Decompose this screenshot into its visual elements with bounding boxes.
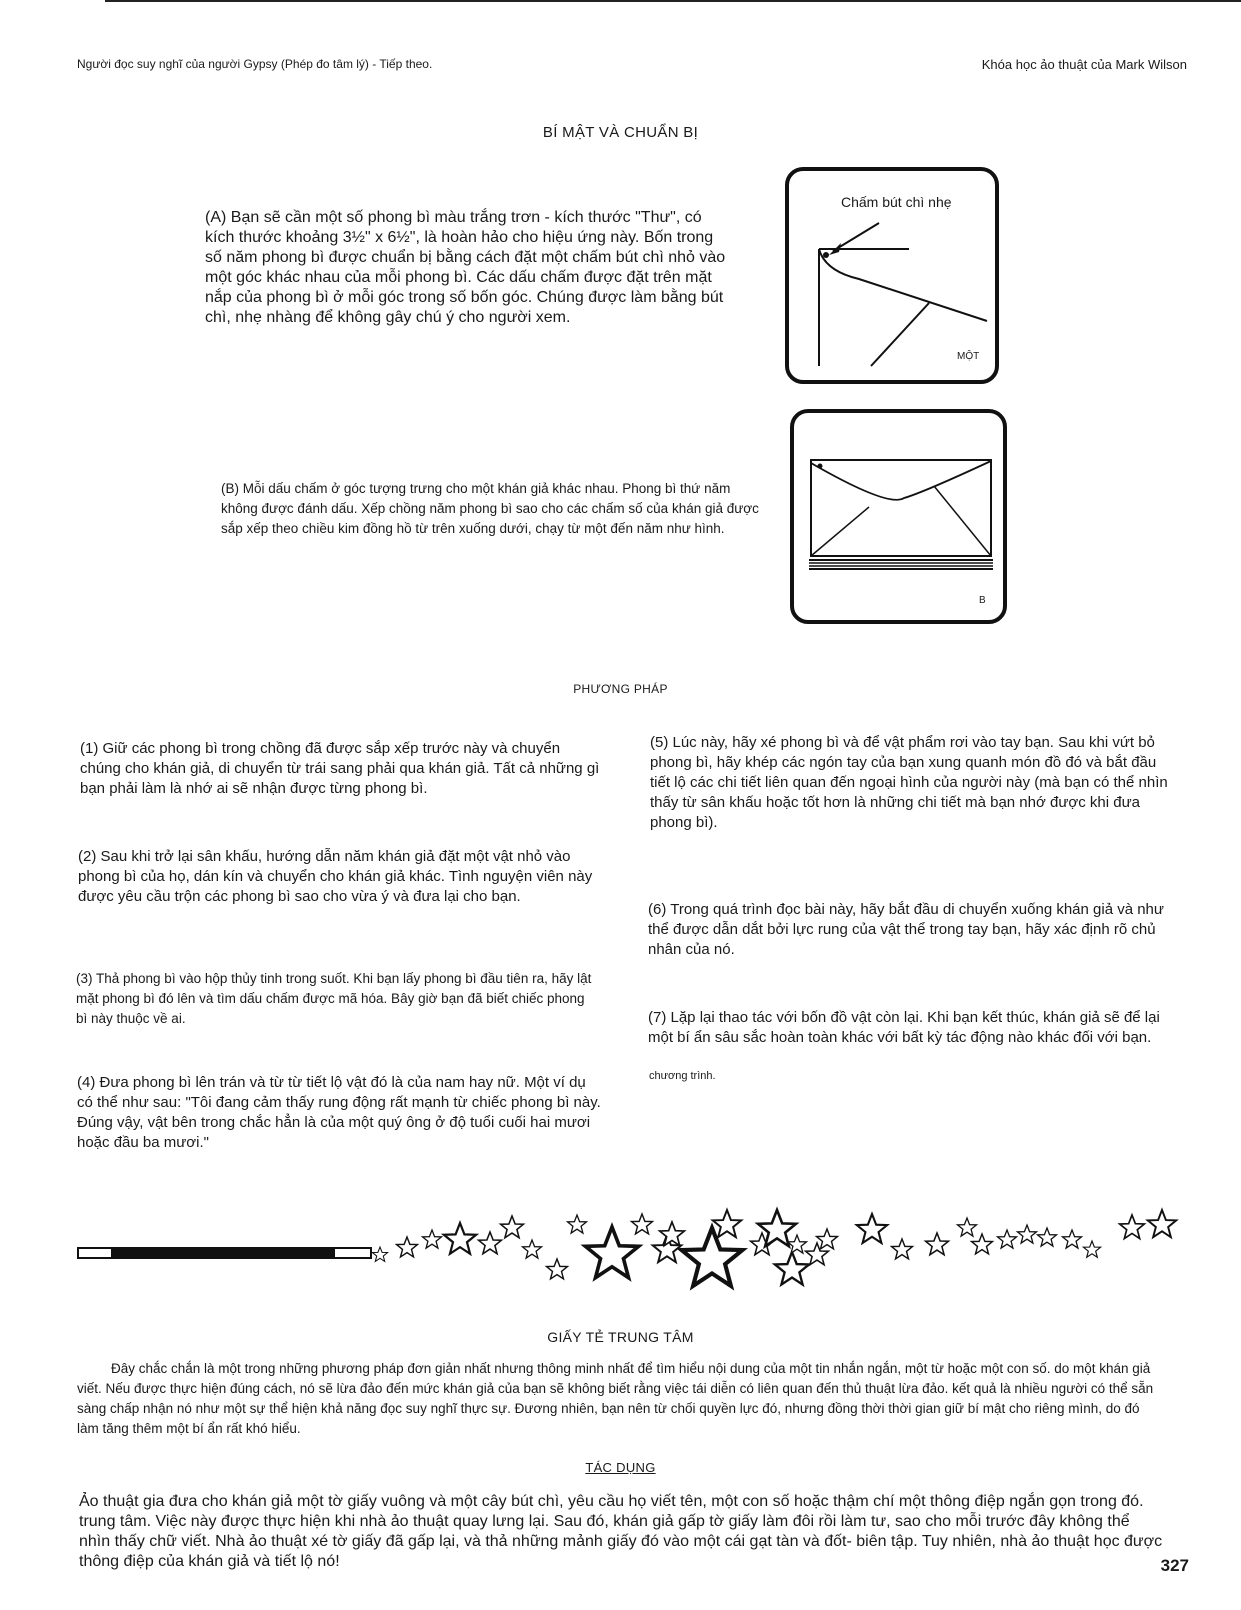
step-2: (2) Sau khi trở lại sân khấu, hướng dẫn năm khán giả đặt một vật nhỏ vào phong bì của họ, dán kín và chuyển cho khán giả khác. Tình nguyện viên này được yêu cầu trộn các phong bì sao cho vừa ý và đưa lại cho bạn.	[78, 848, 593, 905]
section-title-center-tear: GIẤY TẺ TRUNG TÂM	[547, 1329, 694, 1345]
envelope-stack-illustration	[794, 413, 1003, 620]
effect-title: TÁC DỤNG	[585, 1460, 656, 1475]
step-4: (4) Đưa phong bì lên trán và từ từ tiết lộ vật đó là của nam hay nữ. Một ví dụ có thể như sau: "Tôi đang cảm thấy rung động rất mạnh từ chiếc phong bì này. Đúng vậy, vật bên trong chắc hẳn là của một quý ông ở độ tuổi cuối hai mươi hoặc đầu ba mươi."	[77, 1074, 601, 1151]
running-header-left: Người đọc suy nghĩ của người Gypsy (Phép đo tâm lý) - Tiếp theo.	[77, 57, 433, 71]
step-6: (6) Trong quá trình đọc bài này, hãy bắt đầu di chuyển xuống khán giả và như thể được dẫn dắt bởi lực rung của vật thể trong tay bạn, hãy xác định rõ chủ nhân của nó.	[648, 901, 1164, 958]
figure-two	[790, 409, 1007, 624]
step-5: (5) Lúc này, hãy xé phong bì và để vật phẩm rơi vào tay bạn. Sau khi vứt bỏ phong bì, hãy khép các ngón tay của bạn xung quanh món đồ đó và bắt đầu tiết lộ các chi tiết liên quan đến ngoại hình của người này (mà bạn có thể nhìn thấy từ sân khấu hoặc tốt hơn là những chi tiết mà bạn nhớ được khi đưa phong bì).	[650, 734, 1168, 831]
figure-two-label: B	[979, 595, 986, 606]
step-3: (3) Thả phong bì vào hộp thủy tinh trong suốt. Khi bạn lấy phong bì đầu tiên ra, hãy lật mặt phong bì đó lên và tìm dấu chấm được mã hóa. Bây giờ bạn đã biết chiếc phong bì này thuộc về ai.	[76, 971, 592, 1026]
section-title-secret: BÍ MẬT VÀ CHUẨN BỊ	[542, 124, 699, 141]
top-rule	[105, 0, 1241, 2]
step-7: (7) Lặp lại thao tác với bốn đồ vật còn lại. Khi bạn kết thúc, khán giả sẽ để lại một bí ẩn sâu sắc hoàn toàn khác với bất kỳ tác động nào khác đối với bạn.	[648, 1009, 1160, 1046]
step-1: (1) Giữ các phong bì trong chồng đã được sắp xếp trước này và chuyển chúng cho khán giả, di chuyển từ trái sang phải qua khán giả. Tất cả những gì bạn phải làm là nhớ ai sẽ nhận được từng phong bì.	[80, 740, 600, 797]
magic-wand-divider	[77, 1247, 372, 1259]
paragraph-a: (A) Bạn sẽ cần một số phong bì màu trắng trơn - kích thước "Thư", có kích thước khoảng 3½" x 6½", là hoàn hảo cho hiệu ứng này. Bốn trong số năm phong bì được chuẩn bị bằng cách đặt một chấm bút chì nhỏ vào một góc khác nhau của mỗi phong bì. Các dấu chấm được đặt trên mặt nắp của phong bì ở mỗi góc trong số bốn góc. Chúng được làm bằng bút chì, nhẹ nhàng để không gây chú ý cho người xem.	[205, 209, 726, 326]
effect-description: Ảo thuật gia đưa cho khán giả một tờ giấy vuông và một cây bút chì, yêu cầu họ viết tên, một con số hoặc thậm chí một thông điệp ngắn gọn trong đó. trung tâm. Việc này được thực hiện khi nhà ảo thuật quay lưng lại. Sau đó, khán giả gấp tờ giấy làm đôi rồi làm tư, sao cho mỗi trước đây không thể nhìn thấy chữ viết. Nhà ảo thuật xé tờ giấy đã gấp lại, và thả những mảnh giấy đó vào một cái gạt tàn và đốt- biên tập. Tuy nhiên, nhà ảo thuật học được thông điệp của khán giả và tiết lộ nó!	[79, 1493, 1163, 1570]
center-tear-intro: Đây chắc chắn là một trong những phương pháp đơn giản nhất nhưng thông minh nhất để tìm hiểu nội dung của một tin nhắn ngắn, một từ hoặc một con số. do một khán giả viết. Nếu được thực hiện đúng cách, nó sẽ lừa đảo đến mức khán giả của bạn sẽ không biết rằng việc tái diễn có liên quan đến thủ thuật lừa đảo. kết quả là nhiều người có thể sẵn sàng chấp nhận nó như một sự thể hiện khả năng đọc suy nghĩ thực sự. Đương nhiên, bạn nên từ chối quyền lực đó, nhưng đồng thời thời gian giữ bí mật cho riêng mình, do đó làm tăng thêm một bí ẩn rất khó hiểu.	[77, 1361, 1154, 1436]
figure-one-caption: Chấm bút chì nhẹ	[841, 194, 952, 210]
figure-one-label: MỘT	[957, 351, 980, 362]
step-7-continuation: chương trình.	[649, 1070, 716, 1082]
figure-one	[785, 167, 999, 384]
stars-decoration	[372, 1200, 1202, 1310]
page-number: 327	[1160, 1556, 1189, 1575]
method-title: PHƯƠNG PHÁP	[573, 682, 668, 696]
paragraph-b: (B) Mỗi dấu chấm ở góc tượng trưng cho một khán giả khác nhau. Phong bì thứ năm không được đánh dấu. Xếp chồng năm phong bì sao cho các chấm số của khán giả được sắp xếp theo chiều kim đồng hồ từ trên xuống dưới, chạy từ một đến năm như hình.	[221, 481, 759, 536]
running-header-right: Khóa học ảo thuật của Mark Wilson	[981, 57, 1187, 72]
